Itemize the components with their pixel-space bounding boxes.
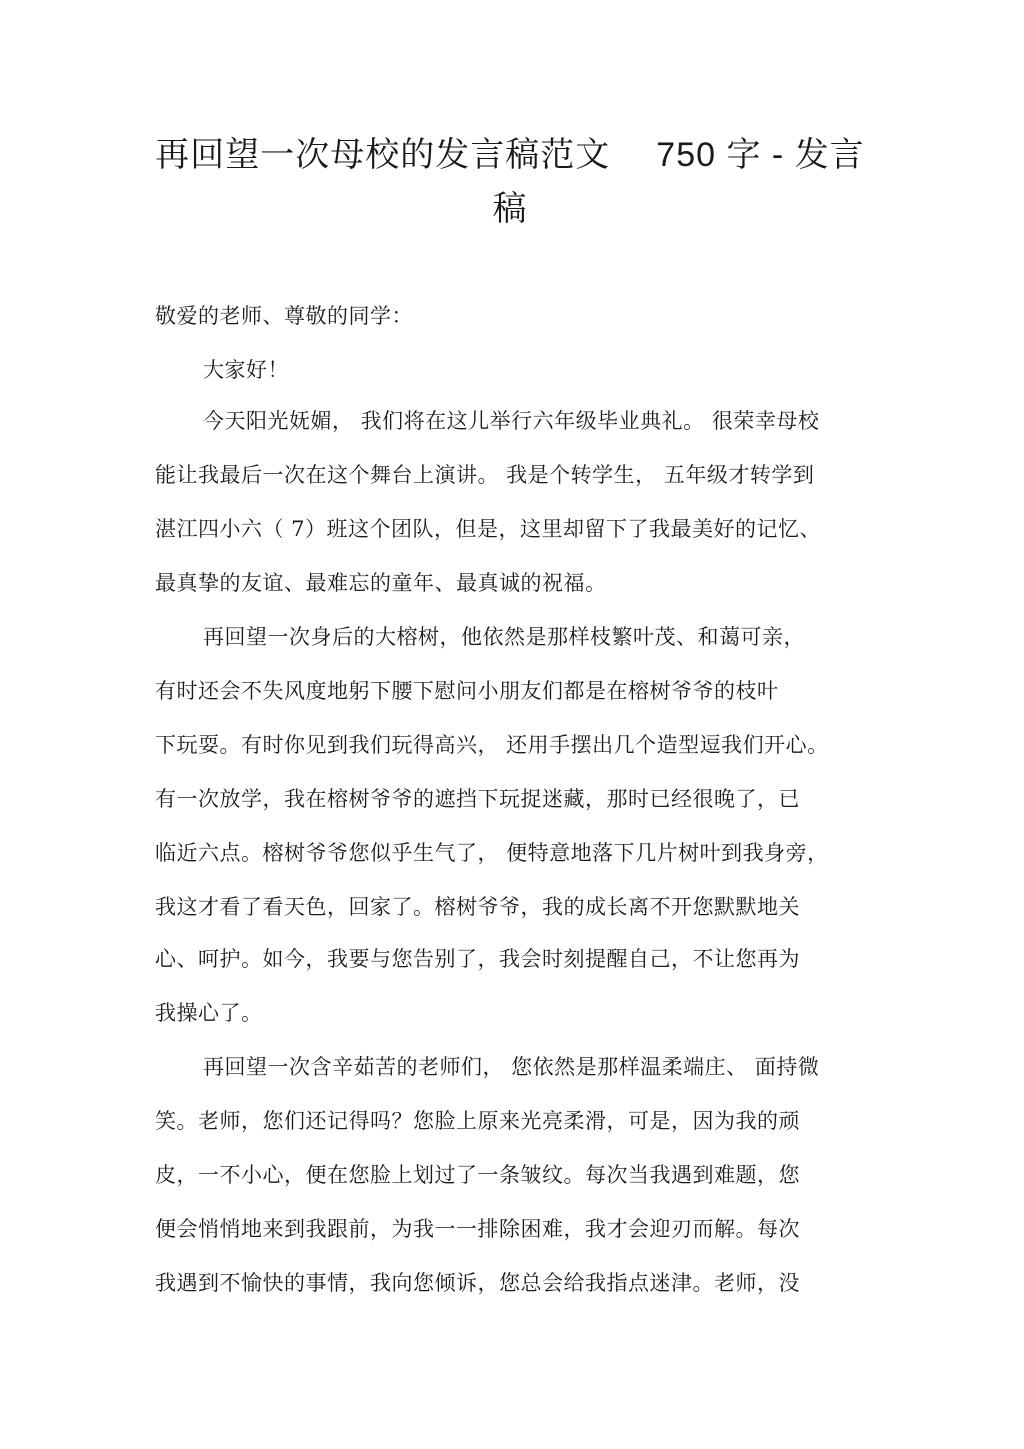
salutation: 敬爱的老师、尊敬的同学： xyxy=(155,304,413,328)
greeting: 大家好！ xyxy=(203,358,289,382)
paragraph-3-line: 再回望一次含辛茹苦的老师们， 您依然是那样温柔端庄、 面持微 xyxy=(203,1055,820,1079)
title-line-1 xyxy=(150,128,870,182)
paragraph-2-line: 我操心了。 xyxy=(155,1001,263,1025)
paragraph-1-line: 能让我最后一次在这个舞台上演讲。 我是个转学生， 五年级才转学到 xyxy=(155,463,815,487)
paragraph-2-line: 再回望一次身后的大榕树，他依然是那样枝繁叶茂、和蔼可亲， xyxy=(203,625,805,649)
paragraph-1-line: 湛江四小六（ 7）班这个团队，但是，这里却留下了我最美好的记忆、 xyxy=(155,517,822,541)
paragraph-1-line: 今天阳光妩媚， 我们将在这儿举行六年级毕业典礼。 很荣幸母校 xyxy=(203,409,820,433)
paragraph-2-line: 临近六点。榕树爷爷您似乎生气了， 便特意地落下几片树叶到我身旁， xyxy=(155,841,829,865)
paragraph-3-line: 笑。老师，您们还记得吗？您脸上原来光亮柔滑，可是，因为我的顽 xyxy=(155,1109,800,1133)
title-wordcount: 750 字 - 发言 xyxy=(656,136,865,174)
document-title xyxy=(150,128,870,236)
title-text: 再回望一次母校的发言稿范文 xyxy=(155,135,611,175)
paragraph-1-line: 最真挚的友谊、最难忘的童年、最真诚的祝福。 xyxy=(155,571,607,595)
paragraph-3-line: 皮，一不小心，便在您脸上划过了一条皱纹。每次当我遇到难题，您 xyxy=(155,1163,800,1187)
title-line-2: 稿 xyxy=(492,189,528,229)
paragraph-2-line: 心、呵护。如今，我要与您告别了，我会时刻提醒自己，不让您再为 xyxy=(155,947,800,971)
paragraph-2-line: 有一次放学，我在榕树爷爷的遮挡下玩捉迷藏，那时已经很晚了，已 xyxy=(155,787,800,811)
paragraph-2-line: 下玩耍。有时你见到我们玩得高兴， 还用手摆出几个造型逗我们开心。 xyxy=(155,733,829,757)
paragraph-2-line: 有时还会不失风度地躬下腰下慰问小朋友们都是在榕树爷爷的枝叶 xyxy=(155,679,779,703)
paragraph-3-line: 便会悄悄地来到我跟前，为我一一排除困难，我才会迎刃而解。每次 xyxy=(155,1217,800,1241)
paragraph-3-line: 我遇到不愉快的事情，我向您倾诉，您总会给我指点迷津。老师，没 xyxy=(155,1271,800,1295)
paragraph-2-line: 我这才看了看天色，回家了。榕树爷爷，我的成长离不开您默默地关 xyxy=(155,895,800,919)
